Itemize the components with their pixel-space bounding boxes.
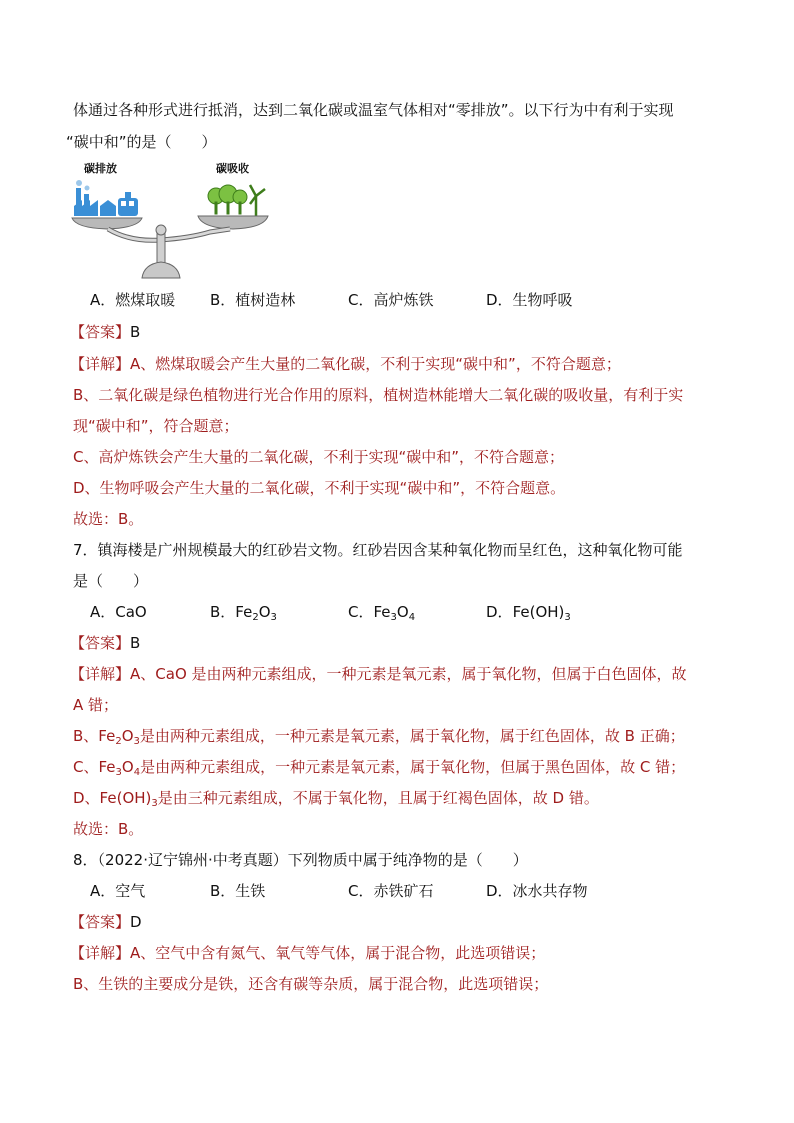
q7-stem-line2: 是（ ） (73, 572, 149, 590)
detail-tag: 【详解】 (70, 665, 131, 683)
carbon-balance-figure (70, 172, 270, 282)
q6-option-b: B．植树造林 (210, 291, 296, 309)
q6-stem-line2: “碳中和”的是（ ） (66, 133, 217, 151)
q6-option-a: A．燃煤取暖 (90, 291, 176, 309)
q7-detail-1a (70, 664, 687, 684)
figure-label-carbon-emission: 碳排放 (84, 162, 117, 175)
answer-value: B (130, 323, 141, 341)
q7-detail-4: D、$Fe(OH)_3$是由三种元素组成，不属于氧化物，且属于红褐色固体，故 D 错。 (73, 789, 599, 809)
q7-option-c: C．$Fe_3O_4$ (348, 603, 416, 623)
detail-text: A、CaO 是由两种元素组成，一种元素是氧元素，属于氧化物，但属于白色固体，故 (130, 665, 687, 683)
q8-option-d: D．冰水共存物 (486, 882, 588, 900)
wind-turbine-icon (250, 185, 265, 216)
q7-stem-line1: 7．镇海楼是广州规模最大的红砂岩文物。红砂岩因含某种氧化物而呈红色，这种氧化物可能 (73, 541, 683, 559)
answer-value: D (130, 913, 142, 931)
q6-detail-4: D、生物呼吸会产生大量的二氧化碳，不利于实现“碳中和”，不符合题意。 (73, 479, 566, 497)
detail-tag: 【详解】 (70, 944, 131, 962)
q7-detail-2: B、$Fe_2O_3$是由两种元素组成，一种元素是氧元素，属于氧化物，属于红色固体，故 B 正确； (73, 727, 685, 747)
answer-tag: 【答案】 (70, 913, 131, 931)
q6-detail-2a: B、二氧化碳是绿色植物进行光合作用的原料，植树造林能增大二氧化碳的吸收量，有利于实 (73, 386, 684, 404)
q7-option-b: B．$Fe_2O_3$ (210, 603, 277, 623)
q8-answer (70, 912, 142, 932)
q8-option-a: A．空气 (90, 882, 146, 900)
q6-detail-3: C、高炉炼铁会产生大量的二氧化碳，不利于实现“碳中和”，不符合题意； (73, 448, 565, 466)
q8-option-c: C．赤铁矿石 (348, 882, 434, 900)
q7-answer (70, 633, 140, 653)
q7-detail-3: C、$Fe_3O_4$是由两种元素组成，一种元素是氧元素，属于氧化物，但属于黑色固体，故 C 错； (73, 758, 686, 778)
q7-detail-1b: A 错； (73, 696, 119, 714)
house-icon (100, 200, 116, 216)
q7-option-d: D．$Fe(OH)_3$ (486, 603, 571, 623)
answer-tag: 【答案】 (70, 323, 131, 341)
factory-icon (74, 180, 98, 216)
q8-detail-2: B、生铁的主要成分是铁，还含有碳等杂质，属于混合物，此选项错误； (73, 975, 549, 993)
detail-tag: 【详解】 (70, 355, 131, 373)
q6-option-c: C．高炉炼铁 (348, 291, 434, 309)
q6-stem-line1: 体通过各种形式进行抵消，达到二氧化碳或温室气体相对“零排放”。以下行为中有利于实现 (73, 101, 674, 119)
q7-conclusion: 故选：B。 (73, 820, 144, 838)
q6-option-d: D．生物呼吸 (486, 291, 573, 309)
q8-option-b: B．生铁 (210, 882, 266, 900)
q6-detail-1 (70, 354, 621, 374)
train-icon (118, 192, 138, 216)
detail-text: A、燃煤取暖会产生大量的二氧化碳，不利于实现“碳中和”，不符合题意； (130, 355, 621, 373)
detail-text: A、空气中含有氮气、氧气等气体，属于混合物，此选项错误； (130, 944, 546, 962)
figure-label-carbon-absorption: 碳吸收 (216, 162, 249, 175)
answer-tag: 【答案】 (70, 634, 131, 652)
answer-value: B (130, 634, 141, 652)
q8-detail-1 (70, 943, 545, 963)
q6-answer (70, 322, 140, 342)
q6-conclusion: 故选：B。 (73, 510, 144, 528)
q6-detail-2b: 现“碳中和”，符合题意； (73, 417, 239, 435)
q8-stem: 8．（2022·辽宁锦州·中考真题）下列物质中属于纯净物的是（ ） (73, 851, 528, 869)
tree-icon (208, 185, 247, 214)
q7-option-a: A．CaO (90, 603, 147, 621)
